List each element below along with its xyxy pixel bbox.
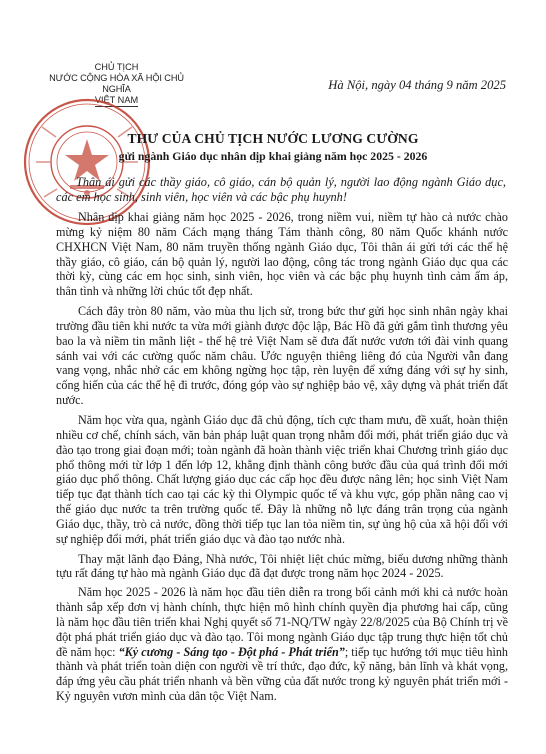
paragraph-5-end: ; tiếp tục hướng tới mục tiêu hình thành và phát triển toàn diện con người về trí thức, đạo đức, kỹ năng, bản lĩnh và khát vọng, đáp ứng yêu cầu phát triển nhanh và bền vững của đất nước trong kỷ nguyên phát triển mới - Kỷ nguyên vươn mình của dân tộc Việt Nam. [56,644,509,704]
issuer-country-name: VIỆT NAM [94,95,139,105]
paragraph-5 [56,585,508,704]
letter-date: Hà Nội, ngày 04 tháng 9 năm 2025 [328,78,506,92]
paragraph-1: Nhân dịp khai giảng năm học 2025 - 2026, trong niềm vui, niềm tự hào cả nước chào mừng kỷ niệm 80 năm Cách mạng tháng Tám thành công, 80 năm Quốc khánh nước CHXHCN Việt Nam, 80 năm truyền thống ngành Giáo dục, Tôi thân ái gửi tới các thế hệ thầy giáo, cô giáo, cán bộ quản lý, người lao động, công tác trong ngành Giáo dục qua các thời kỳ, cùng các em học sinh, sinh viên, học viên và các bậc phụ huynh tình cảm ấm áp, thân tình và những lời chúc tốt đẹp nhất. [56,210,508,299]
school-year-motto: “Kỷ cương - Sáng tạo - Đột phá - Phát triển” [118,644,345,659]
letter-subtitle: gửi ngành Giáo dục nhân dịp khai giảng năm học 2025 - 2026 [118,149,428,163]
paragraph-2: Cách đây tròn 80 năm, vào mùa thu lịch sử, trong bức thư gửi học sinh nhân ngày khai trường đầu tiên khi nước ta vừa mới giành được độc lập, Bác Hồ đã gửi gắm tình thương yêu bao la và niềm tin mãnh liệt - thế hệ trẻ Việt Nam sẽ đưa đất nước vươn tới đài vinh quang sánh vai với các cường quốc năm châu. Ước nguyện thiêng liêng đó của Người vẫn đang vang vọng, nhắc nhở các em không ngừng học tập, rèn luyện để xứng đáng với sự hy sinh, cống hiến của các thế hệ đi trước, đóng góp vào sự nghiệp bảo vệ, xây dựng và phát triển đất nước. [56,304,508,408]
issuer-country-line: NƯỚC CỘNG HÒA XÃ HỘI CHỦ NGHĨA [49,73,184,94]
letter-greeting: Thân ái gửi các thầy giáo, cô giáo, cán bộ quản lý, người lao động ngành Giáo dục, các em học sinh, sinh viên, học viên và các bậc phụ huynh! [56,175,506,205]
letter-body [56,210,508,709]
paragraph-5-start: Năm học 2025 - 2026 là năm học đầu tiên diễn ra trong bối cảnh mới khi cả nước hoàn thành sắp xếp đơn vị hành chính, thực hiện mô hình chính quyền địa phương hai cấp, cũng là năm học đầu tiên triển khai Nghị quyết số 71-NQ/TW ngày 22/8/2025 của Bộ Chính trị về đột phá phát triển giáo dục và đào tạo. Tôi mong ngành Giáo dục tập trung thực hiện tốt chủ đề năm học: [56,585,508,659]
paragraph-3: Năm học vừa qua, ngành Giáo dục đã chủ động, tích cực tham mưu, đề xuất, hoàn thiện nhiều cơ chế, chính sách, văn bản pháp luật quan trọng nhằm đổi mới, phát triển giáo dục và đào tạo trong giai đoạn mới; toàn ngành đã hoàn thành việc triển khai Chương trình giáo dục phổ thông mới từ lớp 1 đến lớp 12, khẳng định thành công bước đầu của quá trình đổi mới giáo dục phổ thông. Chất lượng giáo dục các cấp học đều được nâng lên; học sinh Việt Nam tiếp tục đạt thành tích cao tại các kỳ thi Olympic quốc tế và khu vực, góp phần nâng cao vị thế giáo dục nước ta trên trường quốc tế. Đây là những nỗ lực đáng trân trọng của ngành Giáo dục, thầy, trò cả nước, đồng thời tiếp tục lan tỏa niềm tin, sự ủng hộ của xã hội đối với sự nghiệp đổi mới, phát triển giáo dục và đào tạo nước nhà. [56,412,508,546]
letter-title: THƯ CỦA CHỦ TỊCH NƯỚC LƯƠNG CƯỜNG [127,131,419,146]
paragraph-4: Thay mặt lãnh đạo Đảng, Nhà nước, Tôi nhiệt liệt chúc mừng, biểu dương những thành tựu rất đáng tự hào mà ngành Giáo dục đã đạt được trong năm học 2024 - 2025. [56,551,508,581]
issuer-title: CHỦ TỊCH [94,62,139,72]
